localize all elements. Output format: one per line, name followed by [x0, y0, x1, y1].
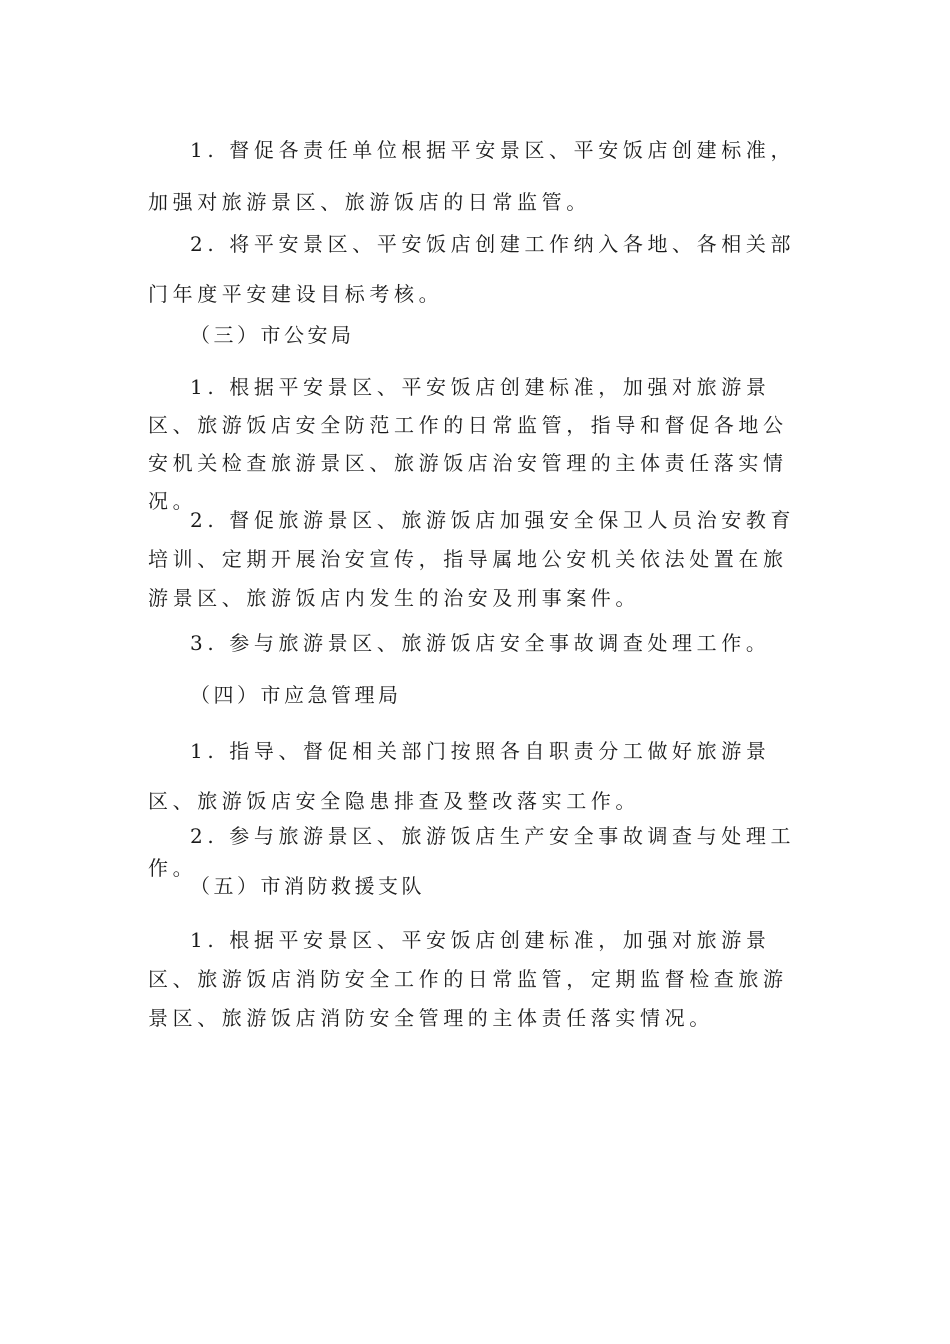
paragraph-emergency-2: 2. 参与旅游景区、旅游饭店生产安全事故调查与处理工作。	[148, 824, 796, 880]
section-heading-public-security: （三）市公安局	[190, 323, 355, 347]
paragraph-target-assessment: 2. 将平安景区、平安饭店创建工作纳入各地、各相关部门年度平安建设目标考核。	[148, 232, 796, 306]
section-heading-fire-rescue: （五）市消防救援支队	[190, 874, 425, 898]
paragraph-public-security-1: 1. 根据平安景区、平安饭店创建标准，加强对旅游景区、旅游饭店安全防范工作的日常监管，指导和督促各地公安机关检查旅游景区、旅游饭店治安管理的主体责任落实情况。	[148, 375, 788, 513]
paragraph-emergency-1: 1. 指导、督促相关部门按照各自职责分工做好旅游景区、旅游饭店安全隐患排查及整改落实工作。	[148, 739, 771, 813]
paragraph-fire-rescue-1: 1. 根据平安景区、平安饭店创建标准，加强对旅游景区、旅游饭店消防安全工作的日常监管，定期监督检查旅游景区、旅游饭店消防安全管理的主体责任落实情况。	[148, 928, 788, 1030]
paragraph-public-security-2: 2. 督促旅游景区、旅游饭店加强安全保卫人员治安教育培训、定期开展治安宣传，指导属地公安机关依法处置在旅游景区、旅游饭店内发生的治安及刑事案件。	[148, 508, 796, 610]
paragraph-supervise-units: 1. 督促各责任单位根据平安景区、平安饭店创建标准，加强对旅游景区、旅游饭店的日常监管。	[148, 138, 796, 214]
paragraph-public-security-3: 3. 参与旅游景区、旅游饭店安全事故调查处理工作。	[190, 631, 771, 655]
section-heading-emergency-management: （四）市应急管理局	[190, 683, 402, 707]
